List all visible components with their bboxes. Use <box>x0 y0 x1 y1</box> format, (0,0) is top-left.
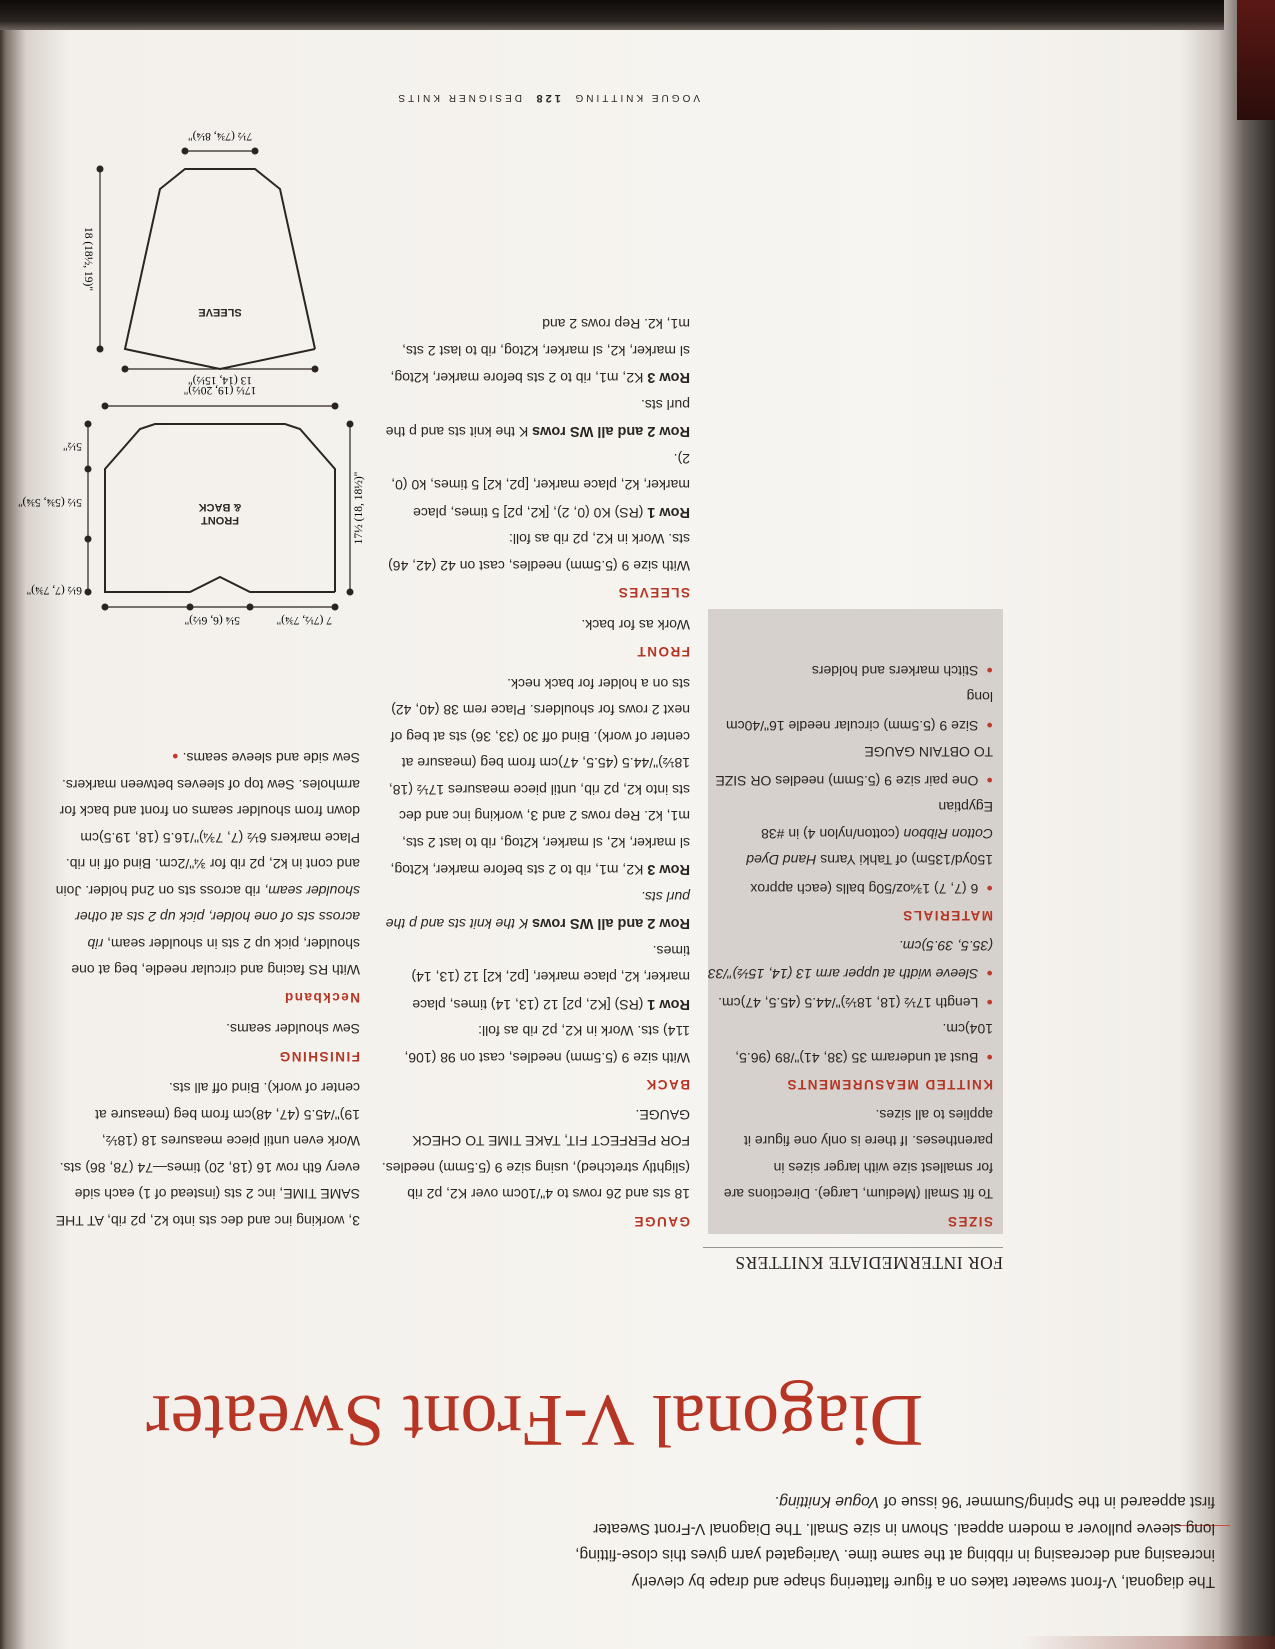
back-row-1: Row 1 (RS) [K2, p2] 12 (13, 14) times, place marker, k2, place marker, [p2, k2] 12 (13, 14) times. <box>411 943 690 1013</box>
body-width-label: 17½ (19, 20½)" <box>183 384 257 396</box>
end-bullet: ● <box>172 750 179 763</box>
front-text: Work as for back. <box>581 617 690 633</box>
needles-item: ● One pair size 9 (5.5mm) needles OR SIZE TO OBTAIN GAUGE <box>708 739 993 794</box>
body-height-label: 17½ (18, 18½)" <box>353 471 365 545</box>
back-cast-on: With size 9 (5.5mm) needles, cast on 98 (106, 114) sts. Work in K2, p2 rib as foll: <box>404 1023 690 1066</box>
sizes-text: To fit Small (Medium, Large). Directions are for smallest size with larger sizes in parentheses. If there is only one figure it applies to all sizes. <box>723 1107 993 1203</box>
sleeve-continuation: 3, working inc and dec sts into k2, p2 rib, AT THE SAME TIME, inc 2 sts (instead of 1) each side every 6th row 16 (18, 20) times—74 (78, 86) sts. Work even until piece measures 18 (18½, 19)"/45.5 (47, 48)cm from beg (measure at center of work). Bind off all sts. <box>55 1080 360 1229</box>
sleeve-row-1: Row 1 (RS) K0 (0, 2), [k2, p2] 5 times, place marker, k2, place marker, [p2, k2] 5 times, k0 (0, 2). <box>391 451 690 521</box>
dim-point <box>333 404 338 409</box>
finishing-heading: FINISHING <box>278 1049 360 1064</box>
sleeve-width-item: ● Sleeve width at upper arm 13 (14, 15½)"/33 (35.5, 39.5)cm. <box>708 933 993 988</box>
subtitle-rule <box>703 1247 1003 1248</box>
sleeve-top-label: 13 (14, 15½)" <box>187 374 253 386</box>
sleeve-outline <box>125 169 315 369</box>
front-heading: FRONT <box>636 644 690 660</box>
markers-item: ● Stitch markers and holders <box>708 656 993 685</box>
column-3 <box>55 743 360 1234</box>
sleeve-row-3: Row 3 K2, m1, rib to 2 sts before marker, k2tog, sl marker, k2, sl marker, k2tog, rib to last 2 sts, m1, k2. Rep rows 2 and <box>390 316 690 387</box>
sleeve-row-2: Row 2 and all WS rows K the knit sts and p the purl sts. <box>385 397 690 441</box>
column-2 <box>380 311 690 1234</box>
circular-needle-item: ● Size 9 (5.5mm) circular needle 16"/40cm long <box>708 684 993 739</box>
back-row-3: Row 3 K2, m1, rib to 2 sts before marker, k2tog, sl marker, k2, sl marker, k2tog, rib to last 2 sts, m1, k2. Rep rows 2 and 3, working inc and dec sts into k2, p2 rib, until piece measures 17½ (18, 18½)"/44.5 (45.5, 47)cm from beg (measure at center of work). Bind off 30 (33, 36) sts at beg of next 2 rows for shoulders. Place rem 38 (40, 42) sts on a holder for back neck. <box>388 676 690 879</box>
page-footer <box>395 92 700 104</box>
schematic-diagrams <box>17 99 370 639</box>
neckband-heading: Neckband <box>283 990 360 1005</box>
sizes-heading: SIZES <box>946 1214 993 1229</box>
back-row-2: Row 2 and all WS rows K the knit sts and p the purl sts. <box>385 889 690 933</box>
materials-heading: MATERIALS <box>901 908 993 924</box>
intro-magazine-name: Vogue Knitting <box>779 1493 880 1511</box>
dim-point <box>333 605 338 610</box>
dim-point <box>248 605 253 610</box>
sleeve-bottom-label: 7½ (7¾, 8¼)" <box>187 130 253 142</box>
intro-text: The diagonal, V-front sweater takes on a figure flattering shape and drape by cleverly increasing and decreasing in ribbing at the same time. Variegated yarn gives this close-fitting, long sleeve pullover a modern appeal. Shown in size Small. The Diagonal V-Front Sweater first appeared in the Spring/Summer '96 <box>575 1493 1215 1590</box>
dim-point <box>348 422 353 427</box>
dim-point <box>103 605 108 610</box>
page-title: Diagonal V-Front Sweater <box>146 1379 923 1461</box>
dim-point <box>86 422 91 427</box>
dim-point <box>86 537 91 542</box>
footer-section: DESIGNER KNITS <box>395 92 522 103</box>
dim-point <box>103 404 108 409</box>
sleeve-schematic <box>98 149 318 372</box>
measurements-heading: KNITTED MEASUREMENTS <box>785 1077 993 1093</box>
dim-point <box>313 367 318 372</box>
dim-point <box>348 590 353 595</box>
yarn-item: ● 6 (7, 7) 1¾oz/50g balls (each approx 150yd/135m) of Tahki Yarns Hand Dyed Cotton Ribbon (cotton/nylon 4) in #38 Egyptian <box>708 794 993 902</box>
dim-point <box>253 149 258 154</box>
intro-period: . <box>774 1493 780 1511</box>
body-right-low-label: 6½ (7, 7¾)" <box>26 584 82 596</box>
intro-paragraph <box>575 1488 1215 1594</box>
gauge-heading: GAUGE <box>632 1214 690 1229</box>
dim-point <box>98 167 103 172</box>
back-heading: BACK <box>645 1077 690 1093</box>
dim-point <box>86 467 91 472</box>
dim-point <box>98 347 103 352</box>
gauge-text: 18 sts and 26 rows to 4"/10cm over K2, p2 rib (slightly stretched), using size 9 (5.5mm) needles. FOR PERFECT FIT, TAKE TIME TO CHECK GAUGE. <box>381 1107 690 1203</box>
bust-item: ● Bust at underarm 35 (38, 41)"/89 (96.5, 104)cm. <box>708 1016 993 1071</box>
dim-point <box>123 367 128 372</box>
sleeve-height-label: 18 (18½, 19)" <box>82 226 94 292</box>
front-back-label-2: & BACK <box>198 501 242 513</box>
body-bottom-mid-label: 5¼ (6, 6½)" <box>184 614 240 626</box>
body-bottom-left-label: 7 (7½, 7¾)" <box>276 614 332 626</box>
skill-level-subtitle: FOR INTERMEDIATE KNITTERS <box>734 1253 1003 1273</box>
sleeves-cast-on: With size 9 (5.5mm) needles, cast on 42 (42, 46) sts. Work in K2, p2 rib as foll: <box>388 531 690 574</box>
body-right-mid-label: 5½ (5¾, 5¾)" <box>17 496 82 508</box>
dim-point <box>86 590 91 595</box>
intro-issue-text: issue of <box>879 1493 938 1511</box>
neckband-text: With RS facing and circular needle, beg at one shoulder, pick up 2 sts in shoulder seam, rib across sts of one holder, pick up 2 sts at other shoulder seam, rib across sts on 2nd holder. Join and cont in k2, p2 rib for ¾"/2cm. Bind off in rib. Place markers 6½ (7, 7¾)"/16.5 (18, 19.5)cm down from shoulder seams on front and back for armholes. Sew top of sleeves between markers. Sew side and sleeve seams. ● <box>55 750 360 979</box>
dim-point <box>183 149 188 154</box>
body-right-top-label: 5½" <box>62 440 82 452</box>
finishing-text: Sew shoulder seams. <box>226 1021 360 1038</box>
sleeve-label: SLEEVE <box>198 306 242 318</box>
dim-point <box>188 605 193 610</box>
footer-page-number: 128 <box>533 92 561 104</box>
sleeves-heading: SLEEVES <box>617 585 690 601</box>
footer-magazine: VOGUE KNITTING <box>572 92 700 103</box>
column-1 <box>708 656 993 1235</box>
front-back-label-1: FRONT <box>201 514 239 526</box>
length-item: ● Length 17½ (18, 18½)"/44.5 (45.5, 47)cm. <box>708 988 993 1017</box>
